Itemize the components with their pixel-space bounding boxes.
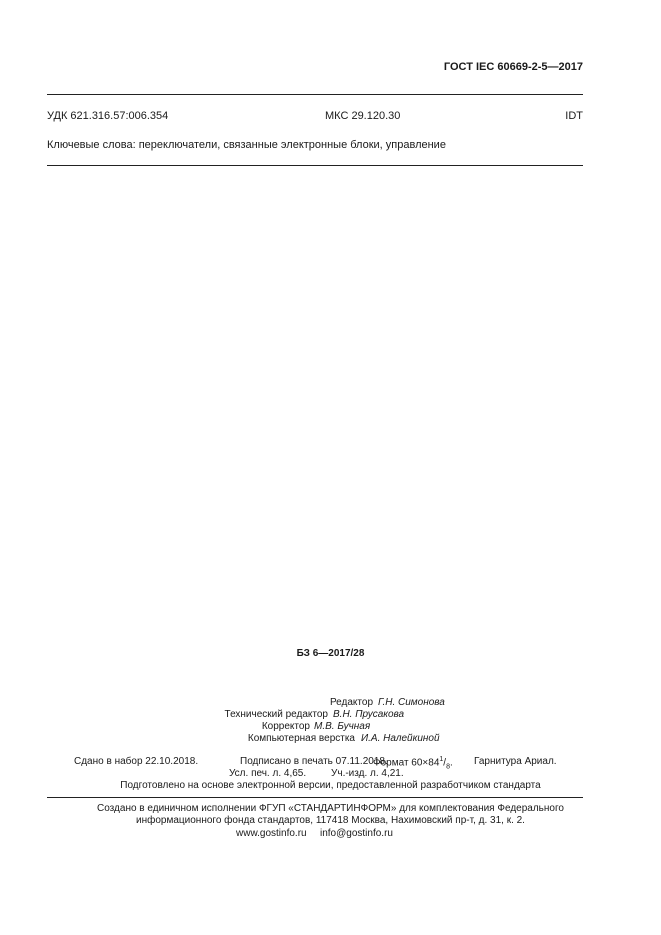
editor-name: Г.Н. Симонова bbox=[378, 697, 445, 708]
standard-number: ГОСТ IEC 60669-2-5—2017 bbox=[443, 61, 583, 73]
prepared-note: Подготовлено на основе электронной версии, предоставленной разработчиком стандарта bbox=[120, 780, 541, 791]
udk-code: УДК 621.316.57:006.354 bbox=[47, 110, 169, 122]
format-numerator: 1 bbox=[439, 756, 444, 763]
corrector-label: Корректор bbox=[261, 721, 310, 732]
tech-editor-name: В.Н. Прусакова bbox=[333, 709, 405, 720]
keywords: Ключевые слова: переключатели, связанные электронные блоки, управление bbox=[47, 139, 446, 151]
website-link[interactable]: www.gostinfo.ru bbox=[236, 828, 307, 839]
corrector-name: М.В. Бучная bbox=[314, 721, 371, 732]
format-prefix: Формат 60×84 bbox=[373, 757, 440, 769]
footer-line-1: Создано в единичном исполнении ФГУП «СТАНДАРТИНФОРМ» для комплектования Федерального bbox=[97, 803, 564, 814]
format-slash: / bbox=[443, 757, 447, 769]
print-sheets: Усл. печ. л. 4,65. bbox=[229, 768, 307, 779]
font-info: Гарнитура Ариал. bbox=[474, 756, 557, 767]
footer-rule bbox=[47, 797, 583, 798]
mks-code: МКС 29.120.30 bbox=[325, 110, 401, 122]
idt-label: IDT bbox=[565, 110, 583, 122]
keywords-rule bbox=[47, 165, 583, 166]
layout-label: Компьютерная верстка bbox=[247, 733, 355, 744]
layout-name: И.А. Налейкиной bbox=[361, 733, 440, 744]
header-rule bbox=[47, 94, 583, 95]
tech-editor-label: Технический редактор bbox=[224, 709, 328, 720]
footer-line-2: информационного фонда стандартов, 117418 Москва, Нахимовский пр-т, д. 31, к. 2. bbox=[136, 815, 525, 826]
format-denominator: 8 bbox=[446, 763, 450, 771]
email-link[interactable]: info@gostinfo.ru bbox=[320, 828, 393, 839]
format-suffix: . bbox=[449, 757, 453, 769]
publisher-sheets: Уч.-изд. л. 4,21. bbox=[331, 768, 404, 779]
editor-label: Редактор bbox=[329, 697, 373, 708]
signed-date: Подписано в печать 07.11.2018. bbox=[240, 756, 388, 767]
typeset-date: Сдано в набор 22.10.2018. bbox=[74, 756, 199, 767]
bz-number: БЗ 6—2017/28 bbox=[296, 648, 365, 659]
